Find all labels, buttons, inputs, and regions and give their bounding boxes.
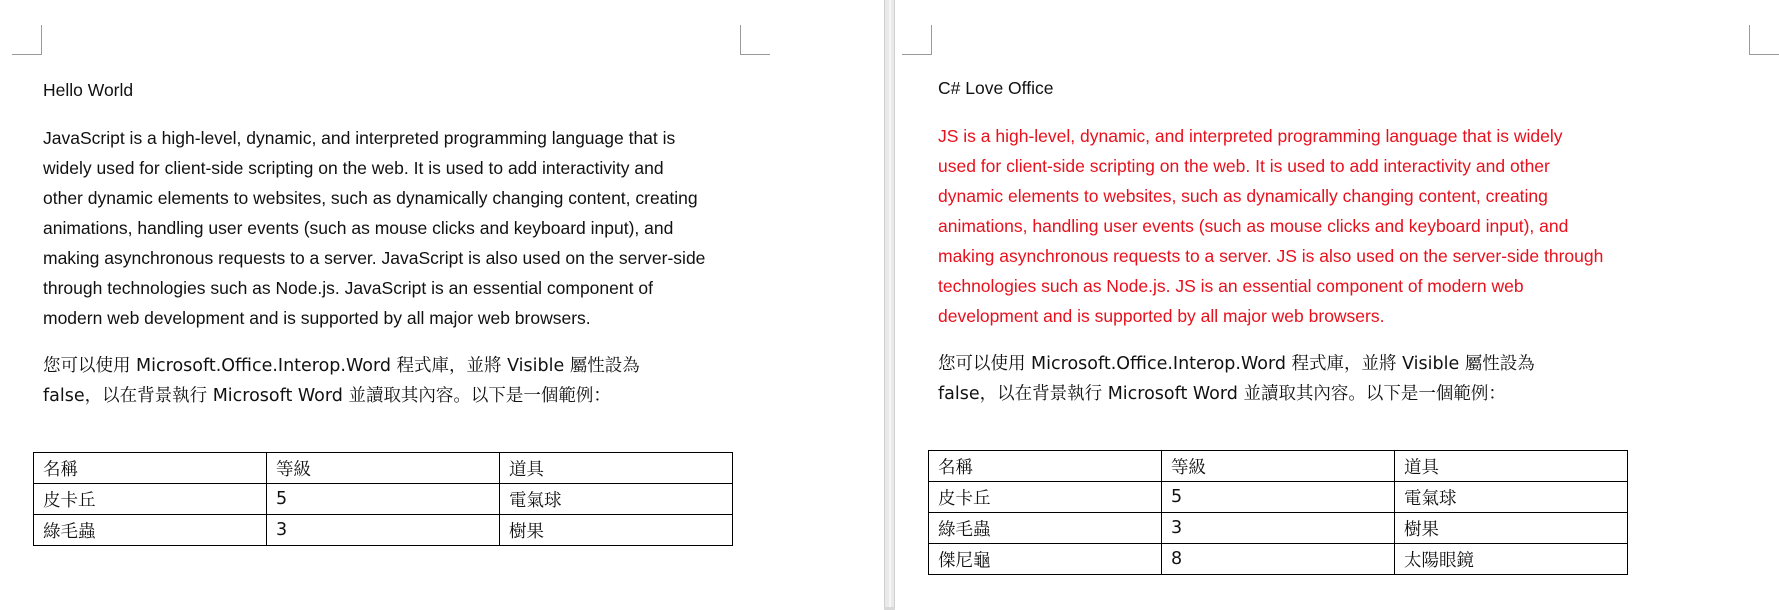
data-table[interactable] (33, 452, 733, 546)
table-row (929, 544, 1628, 575)
crop-mark-top-right (1749, 25, 1779, 55)
table-cell[interactable]: 皮卡丘 (929, 482, 1162, 513)
document-heading[interactable]: C# Love Office (938, 78, 1054, 98)
crop-mark-top-left (12, 25, 42, 55)
table-row (34, 484, 733, 515)
table-cell[interactable]: 樹果 (500, 515, 733, 546)
table-cell[interactable]: 5 (267, 484, 500, 515)
data-table[interactable] (928, 450, 1628, 575)
document-page-left (0, 0, 884, 610)
table-cell[interactable]: 名稱 (34, 453, 267, 484)
table-row (34, 453, 733, 484)
crop-mark-top-right (740, 25, 770, 55)
table-cell[interactable]: 皮卡丘 (34, 484, 267, 515)
table-cell[interactable]: 等級 (267, 453, 500, 484)
splitter-grip (889, 0, 891, 610)
table-cell[interactable]: 太陽眼鏡 (1395, 544, 1628, 575)
body-paragraph[interactable]: JavaScript is a high-level, dynamic, and interpreted programming language that is widely used for client-side scripting on the web. It is used to add interactivity and other dynamic elements to websites, such as dynamically changing content, creating animations, handling user events (such as mouse clicks and keyboard input), and making asynchronous requests to a server. JavaScript is also used on the server-side through technologies such as Node.js. JavaScript is an essential component of modern web development and is supported by all major web browsers. (43, 128, 706, 328)
chinese-paragraph[interactable]: 您可以使用 Microsoft.Office.Interop.Word 程式庫，並將 Visible 屬性設為 false，以在背景執行 Microsoft Word 並讀取其內容。以下是一個範例： (43, 356, 640, 406)
table-cell[interactable]: 傑尼龜 (929, 544, 1162, 575)
table-cell[interactable]: 等級 (1162, 451, 1395, 482)
table-row (34, 515, 733, 546)
table-cell[interactable]: 5 (1162, 482, 1395, 513)
table-cell[interactable]: 樹果 (1395, 513, 1628, 544)
table-cell[interactable]: 綠毛蟲 (929, 513, 1162, 544)
table-cell[interactable]: 8 (1162, 544, 1395, 575)
table-cell[interactable]: 道具 (1395, 451, 1628, 482)
table-cell[interactable]: 3 (1162, 513, 1395, 544)
table-cell[interactable]: 名稱 (929, 451, 1162, 482)
table-row (929, 482, 1628, 513)
body-paragraph-red[interactable]: JS is a high-level, dynamic, and interpreted programming language that is widely used for client-side scripting on the web. It is used to add interactivity and other dynamic elements to websites, such as dynamically changing content, creating animations, handling user events (such as mouse clicks and keyboard input), and making asynchronous requests to a server. JS is also used on the server-side through technologies such as Node.js. JS is an essential component of modern web development and is supported by all major web browsers. (938, 126, 1604, 326)
table-cell[interactable]: 電氣球 (1395, 482, 1628, 513)
chinese-paragraph[interactable]: 您可以使用 Microsoft.Office.Interop.Word 程式庫，並將 Visible 屬性設為 false，以在背景執行 Microsoft Word 並讀取其內容。以下是一個範例： (938, 354, 1535, 404)
document-page-right (895, 0, 1779, 610)
document-heading[interactable]: Hello World (43, 80, 134, 100)
table-row (929, 451, 1628, 482)
table-row (929, 513, 1628, 544)
table-cell[interactable]: 綠毛蟲 (34, 515, 267, 546)
crop-mark-top-left (902, 25, 932, 55)
table-cell[interactable]: 道具 (500, 453, 733, 484)
window-splitter[interactable] (884, 0, 895, 610)
table-cell[interactable]: 電氣球 (500, 484, 733, 515)
table-cell[interactable]: 3 (267, 515, 500, 546)
